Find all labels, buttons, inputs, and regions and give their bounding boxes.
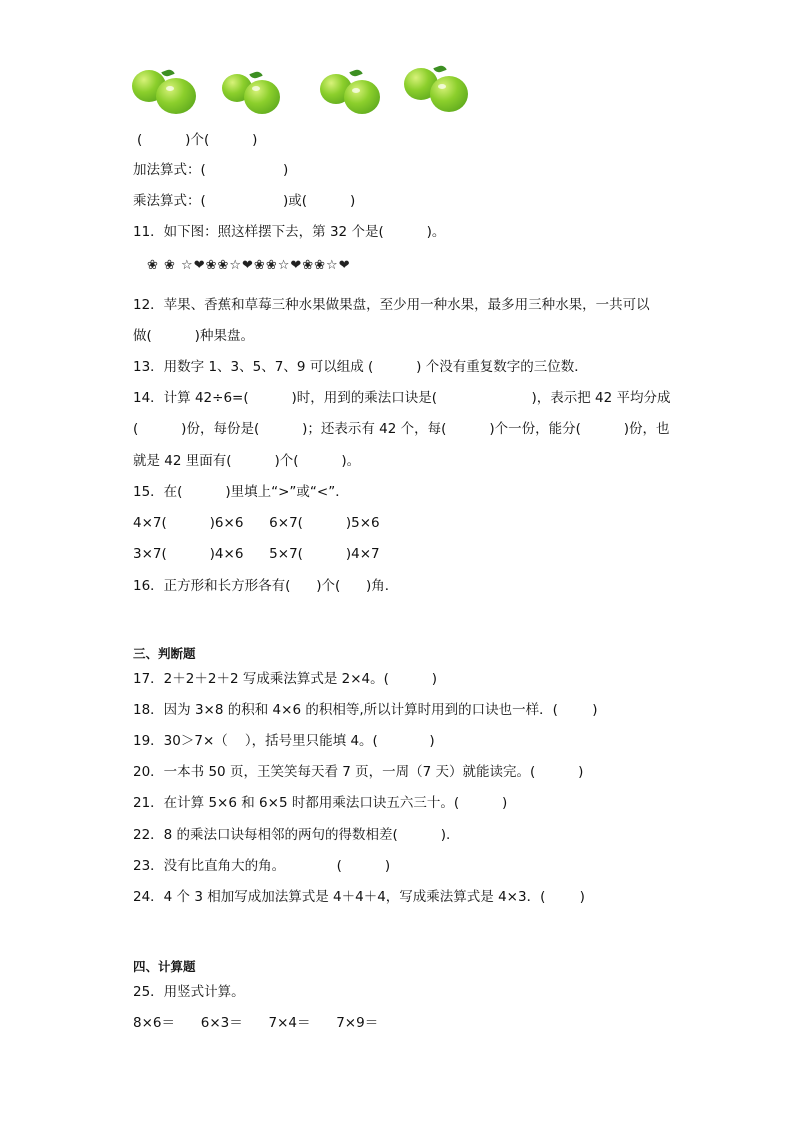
section-4-heading: 四、计算题 (133, 959, 196, 974)
question-25-expressions: 8×6＝ 6×3＝ 7×4＝ 7×9＝ (133, 1015, 379, 1031)
shape-pattern: ❀ ❀ ☆❤❀❀☆❤❀❀☆❤❀❀☆❤ (147, 258, 351, 273)
question-24: 24．4 个 3 相加写成加法算式是 4＋4＋4，写成乘法算式是 4×3．( ) (133, 889, 585, 905)
question-14-line-3: 就是 42 里面有( )个( )。 (133, 453, 361, 469)
question-15-row-1: 4×7( )6×6 6×7( )5×6 (133, 515, 380, 531)
question-15: 15．在( )里填上“>”或“<”． (133, 484, 349, 500)
question-12-line-1: 12．苹果、香蕉和草莓三种水果做果盘，至少用一种水果，最多用三种水果，一共可以 (133, 297, 650, 313)
question-13: 13．用数字 1、3、5、7、9 可以组成 ( ) 个没有重复数字的三位数． (133, 359, 588, 375)
multiplication-expression: 乘法算式：( )或( ) (133, 193, 356, 209)
question-11: 11．如下图：照这样摆下去，第 32 个是( )。 (133, 224, 446, 240)
question-17: 17．2＋2＋2＋2 写成乘法算式是 2×4。( ) (133, 671, 438, 687)
question-14-line-1: 14．计算 42÷6=( )时，用到的乘法口诀是( )，表示把 42 平均分成 (133, 390, 671, 406)
section-3-heading: 三、判断题 (133, 646, 196, 661)
question-15-row-2: 3×7( )4×6 5×7( )4×7 (133, 546, 380, 562)
question-18: 18．因为 3×8 的积和 4×6 的积相等,所以计算时用到的口诀也一样．( ) (133, 702, 598, 718)
question-25: 25．用竖式计算。 (133, 984, 245, 1000)
question-12-line-2: 做( )种果盘。 (133, 328, 254, 344)
question-22: 22．8 的乘法口诀每相邻的两句的得数相差( ). (133, 827, 451, 843)
question-23: 23．没有比直角大的角。 ( ) (133, 858, 391, 874)
question-14-line-2: ( )份，每份是( )；还表示有 42 个，每( )个一份，能分( )份，也 (133, 421, 670, 437)
question-16: 16．正方形和长方形各有( )个( )角． (133, 578, 399, 594)
question-20: 20．一本书 50 页，王笑笑每天看 7 页，一周（7 天）就能读完。( ) (133, 764, 584, 780)
addition-expression: 加法算式：( ) (133, 162, 289, 178)
apples-caption: ( )个( ) (137, 132, 258, 148)
question-21: 21．在计算 5×6 和 6×5 时都用乘法口诀五六三十。( ) (133, 795, 508, 811)
question-19: 19．30＞7×（ ），括号里只能填 4。( ) (133, 733, 435, 749)
